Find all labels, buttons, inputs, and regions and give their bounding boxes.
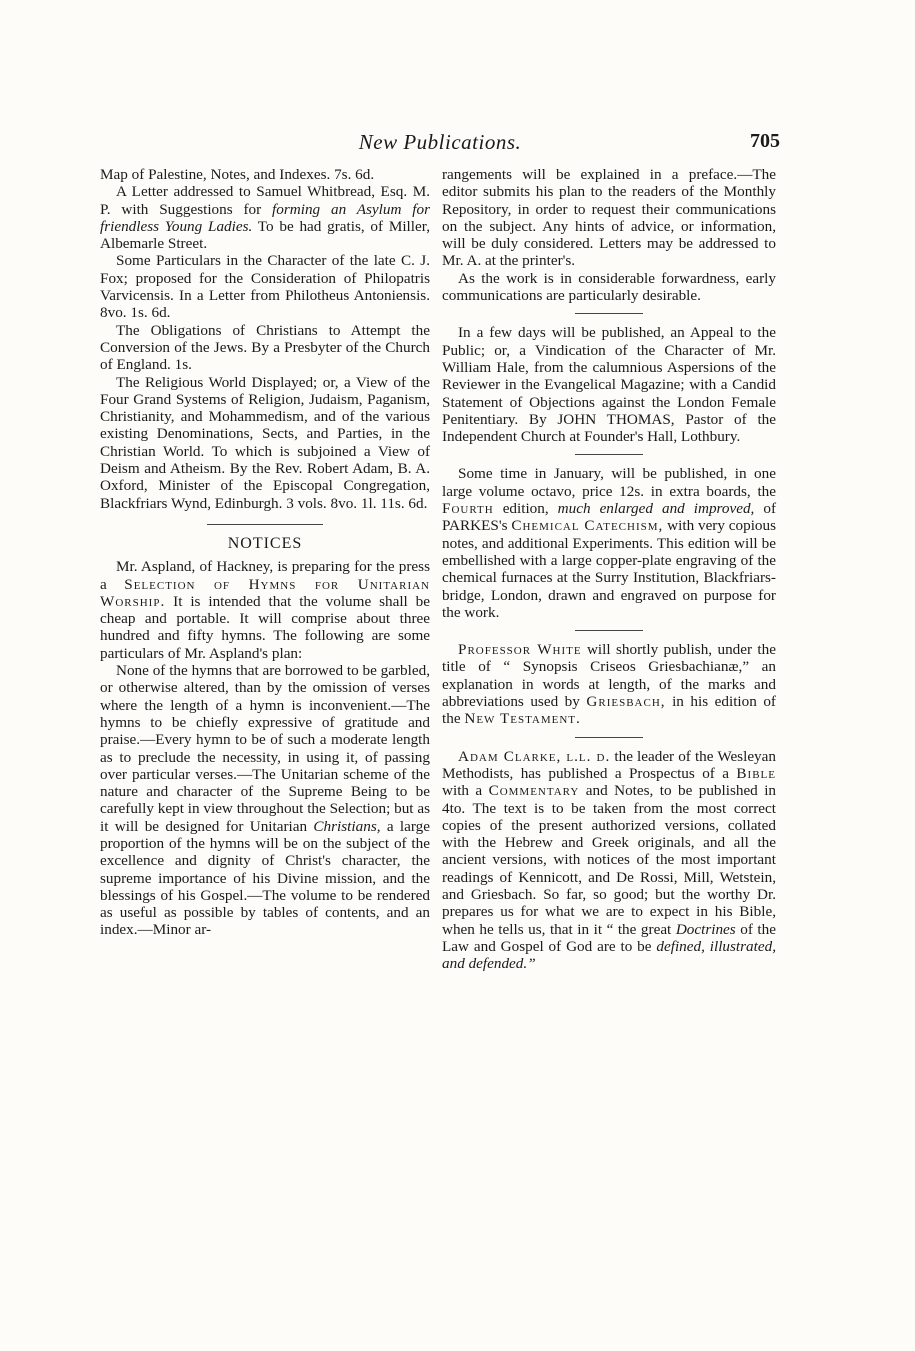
italic-span: Doctrines	[675, 920, 736, 938]
notice-paragraph	[442, 748, 776, 973]
small-caps-span: New Testament.	[464, 710, 581, 728]
small-caps-span: Bible	[736, 764, 776, 782]
text-span: in his edition of the	[442, 693, 776, 728]
small-caps-span: Chemical Catechism,	[511, 517, 664, 535]
text-span: A Letter addressed to Samuel Whitbread, Esq. M. P. with Suggestions for	[100, 183, 430, 218]
text-span: To be had gratis, of Miller, Albemarle Street.	[100, 217, 430, 253]
italic-span: much enlarged and improved,	[557, 500, 755, 518]
section-divider	[207, 524, 323, 525]
section-divider	[575, 737, 643, 738]
text-span: It is intended that the volume shall be cheap and portable. It will comprise about three hundred and fifty hymns. The following are some particulars of Mr. Aspland's plan:	[100, 592, 430, 662]
page-header	[100, 130, 780, 158]
text-span: with very copious notes, and additional Experiments. This edition will be embellished with a large copper-plate engraving of the chemical furnaces at the Surry Institution, Blackfriars-bridge, London, drawn and engraved on purpose for the work.	[442, 517, 777, 621]
text-span: and Notes, to be published in 4to. The text is to be taken from the most correct copies of the present authorized versions, collated with the Hebrew and Greek originals, and all the ancient versions, with notices of the most important readings of Kennicott, and De Rossi, Mill, Wetstein, and Griesbach. So far, so good; but the worthy Dr. prepares us for what we are to expect in his Bible, when he tells us, that in it “ the great	[442, 782, 777, 938]
text-span: Mr. Aspland, of Hackney, is preparing for the press a	[100, 558, 430, 593]
text-span: edition,	[502, 500, 549, 518]
small-caps-span: Adam Clarke, l.l. d.	[458, 747, 611, 765]
notices-heading: NOTICES	[227, 534, 303, 552]
listing-paragraph: Some Particulars in the Character of the late C. J. Fox; proposed for the Consideration of Philopatris Varvicensis. In a Letter from Philotheus Antoniensis. 8vo. 1s. 6d.	[100, 252, 430, 322]
italic-span: forming an Asylum for friendless Young Ladies.	[100, 200, 431, 235]
notice-paragraph: As the work is in considerable forwardness, early communications are particularly desirable.	[442, 269, 776, 305]
italic-span: Christians,	[313, 817, 381, 835]
small-caps-span: Griesbach,	[586, 693, 666, 711]
italic-span: defined, illustrated, and defended.”	[442, 937, 776, 973]
section-divider	[575, 630, 643, 631]
small-caps-span: Professor White	[458, 641, 582, 659]
text-span: a large proportion of the hymns will be on the subject of the excellence and dignity of Christ's character, the supreme importance of his Divine mission, and the blessings of his Gospel.—The volume to be rendered as useful as possible by tables of contents, and an index.—Minor ar-	[100, 817, 431, 939]
left-column	[100, 166, 430, 939]
text-span: of the Law and Gospel of God are to be	[442, 920, 776, 955]
listing-paragraph: The Obligations of Christians to Attempt the Conversion of the Jews. By a Presbyter of the Church of England. 1s.	[100, 321, 430, 374]
notice-paragraph	[442, 465, 776, 621]
text-span: None of the hymns that are borrowed to be garbled, or otherwise altered, than by the omission of verses where the length of a hymn is inconvenient.—The hymns to be chiefly expressive of gratitude and praise.—Every hymn to be of such a moderate length as to preclude the necessity, in using it, of passing over particular verses.—The Unitarian scheme of the nature and character of the Supreme Being to be carefully kept in view throughout the Selection; but as it will be designed for Unitarian	[100, 662, 430, 835]
text-span: will shortly publish, under the title of “ Synopsis Criseos Griesbachianæ,” an explanation in words at length, of the marks and abbreviations used by	[442, 641, 776, 711]
notice-paragraph	[100, 662, 430, 939]
section-divider	[575, 313, 643, 314]
small-caps-span: Fourth	[442, 500, 494, 518]
text-span: with a	[442, 782, 483, 800]
text-span: of PARKES's	[442, 500, 777, 535]
small-caps-span: Selection of Hymns for Unitarian Worship.	[100, 575, 430, 610]
section-divider	[575, 454, 643, 455]
notice-paragraph: In a few days will be published, an Appeal to the Public; or, a Vindication of the Character of Mr. William Hale, from the calumnious Aspersions of the Reviewer in the Evangelical Magazine; with a Candid Statement of Objections against the London Female Penitentiary. By JOHN THOMAS, Pastor of the Independent Church at Founder's Hall, Lothbury.	[442, 324, 776, 446]
listing-paragraph: The Religious World Displayed; or, a View of the Four Grand Systems of Religion, Judaism, Paganism, Christianity, and Mohammedism, and of the various existing Denominations, Sects, and Parties, in the Christian World. To which is subjoined a View of Deism and Atheism. By the Rev. Robert Adam, B. A. Oxford, Minister of the Episcopal Congregation, Blackfriars Wynd, Edinburgh. 3 vols. 8vo. 1l. 11s. 6d.	[100, 373, 430, 512]
notice-paragraph	[442, 641, 776, 727]
notice-paragraph: rangements will be explained in a preface.—The editor submits his plan to the readers of the Monthly Repository, in order to request their communications on the subject. Any hints of advice, or information, will be duly considered. Letters may be addressed to Mr. A. at the printer's.	[442, 166, 776, 270]
right-column	[442, 166, 776, 972]
text-span: the leader of the Wesleyan Methodists, has published a Prospectus of a	[442, 747, 776, 782]
text-span: Some time in January, will be published, in one large volume octavo, price 12s. in extra boards, the	[442, 465, 776, 500]
page-number: 705	[750, 130, 780, 152]
notice-paragraph	[100, 558, 430, 662]
small-caps-span: Commentary	[488, 782, 580, 800]
running-title: New Publications.	[358, 130, 522, 154]
listing-paragraph	[100, 183, 430, 252]
listing-paragraph: Map of Palestine, Notes, and Indexes. 7s. 6d.	[100, 166, 375, 183]
